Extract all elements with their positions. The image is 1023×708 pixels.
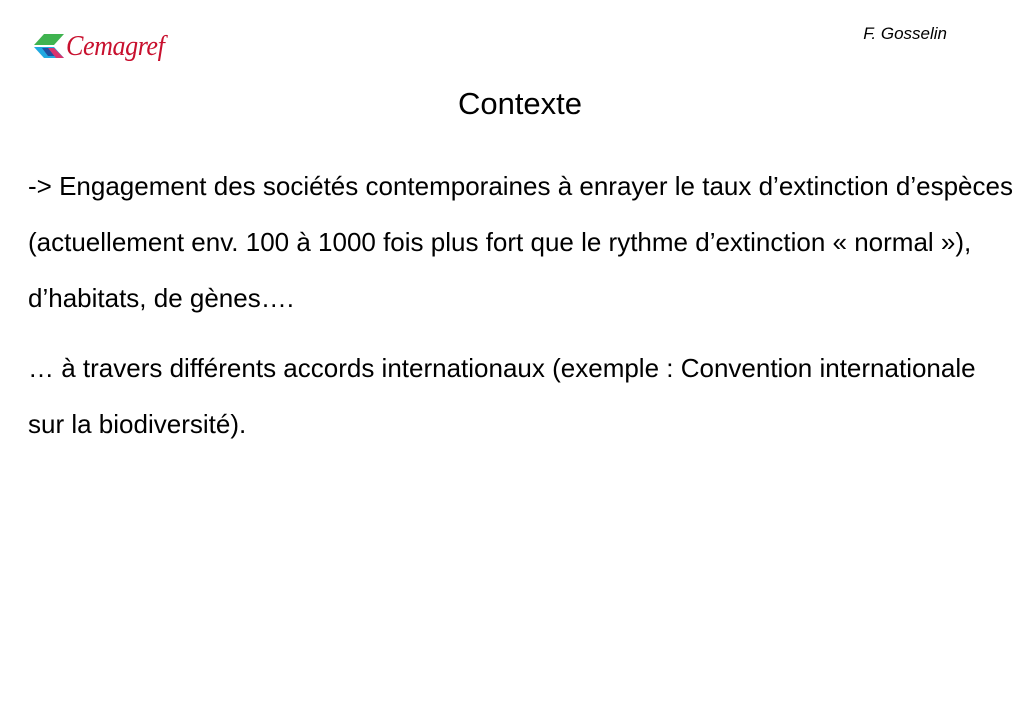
cemagref-logo <box>32 24 175 68</box>
cemagref-emblem-icon <box>32 31 66 61</box>
slide-body <box>28 158 1013 466</box>
author-name: F. Gosselin <box>863 24 947 43</box>
logo-text: Cemagref <box>66 29 165 62</box>
paragraph-accords: … à travers différents accords internationaux (exemple : Convention internationale sur la biodiversité). <box>28 353 976 439</box>
paragraph-engagement: -> Engagement des sociétés contemporaines à enrayer le taux d’extinction d’espèces (actuellement env. 100 à 1000 fois plus fort que le rythme d’extinction « normal »), d’habitats, de gènes…. <box>28 171 1013 313</box>
slide-title: Contexte <box>457 86 583 121</box>
